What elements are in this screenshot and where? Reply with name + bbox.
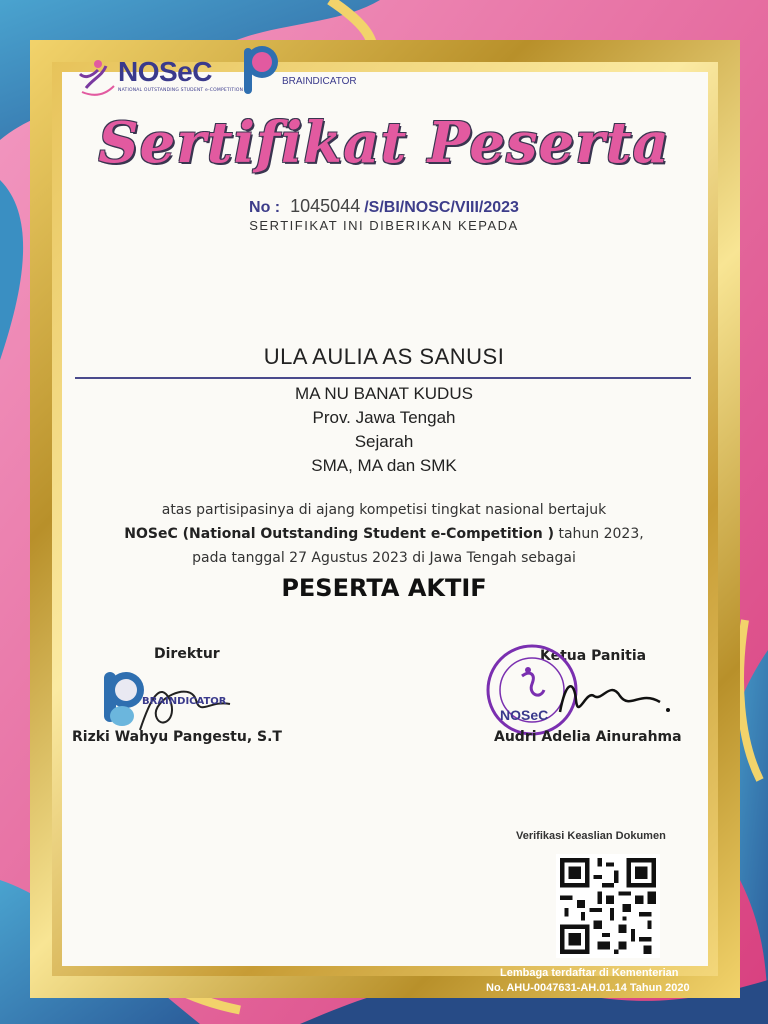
name-underline	[75, 377, 691, 379]
committee-chair-role: Ketua Panitia	[540, 648, 647, 664]
registration-line-2: No. AHU-0047631-AH.01.14 Tahun 2020	[486, 982, 690, 994]
competition-year: tahun 2023,	[554, 526, 644, 542]
recipient-level: SMA, MA dan SMK	[311, 456, 457, 475]
committee-stamp-text: NOSeC	[500, 707, 549, 723]
competition-name: NOSeC (National Outstanding Student e-Competition )	[124, 526, 555, 542]
director-name: Rizki Wahyu Pangestu, S.T	[72, 729, 282, 745]
verification-label: Verifikasi Keaslian Dokumen	[516, 830, 666, 842]
committee-signature-stamp	[470, 640, 680, 740]
nosec-logo-subtitle: NATIONAL OUTSTANDING STUDENT e-COMPETITION	[118, 88, 244, 93]
nosec-logo-text: NOSeC	[118, 56, 212, 87]
braindicator-logo-icon	[240, 42, 280, 100]
body-line-2	[0, 526, 768, 542]
certificate-title: Sertifikat Peserta	[98, 110, 670, 176]
recipient-province: Prov. Jawa Tengah	[312, 408, 456, 427]
given-to-text: SERTIFIKAT INI DIBERIKAN KEPADA	[249, 218, 519, 233]
recipient-subject: Sejarah	[354, 432, 414, 451]
committee-chair-name: Audri Adelia Ainurahma	[494, 729, 682, 745]
braindicator-logo-text: BRAINDICATOR	[282, 76, 357, 87]
director-stamp-text: BRAINDICATOR	[142, 696, 227, 707]
body-line-3: pada tanggal 27 Agustus 2023 di Jawa Tengah sebagai	[192, 550, 576, 566]
certificate-number	[0, 196, 768, 217]
certificate-number-label: No :	[249, 199, 281, 216]
recipient-name: ULA AULIA AS SANUSI	[263, 344, 505, 369]
certificate-number-value: 1045044	[290, 196, 361, 216]
qr-code-icon[interactable]	[556, 854, 660, 958]
certificate-number-suffix: /S/BI/NOSC/VIII/2023	[364, 199, 519, 216]
registration-line-1: Lembaga terdaftar di Kementerian	[500, 967, 679, 979]
body-line-1: atas partisipasinya di ajang kompetisi tingkat nasional bertajuk	[161, 502, 607, 518]
award-title: PESERTA AKTIF	[281, 574, 487, 602]
recipient-school: MA NU BANAT KUDUS	[295, 384, 473, 403]
director-role: Direktur	[154, 646, 220, 662]
